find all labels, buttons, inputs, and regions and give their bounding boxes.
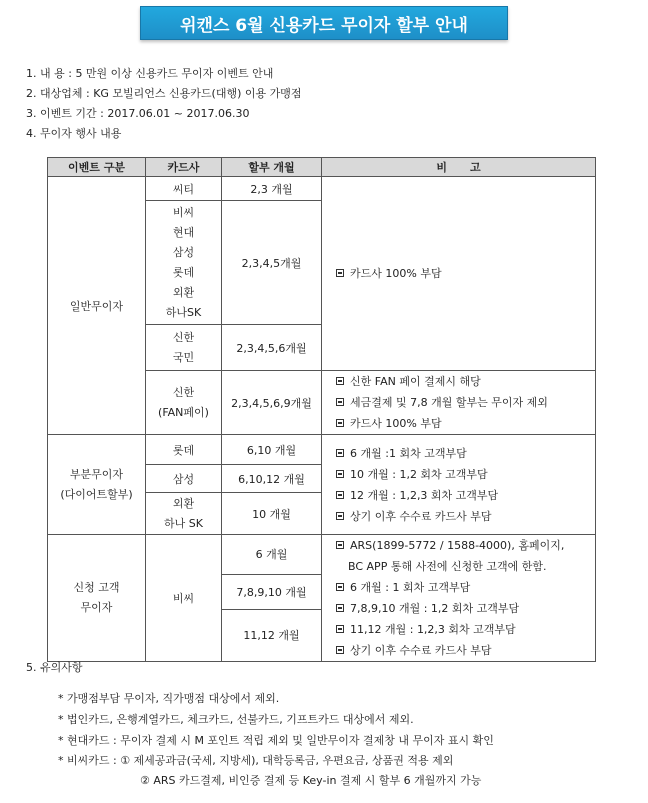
- promo-table: [47, 157, 596, 662]
- card-cell: 외환 하나 SK: [146, 493, 222, 535]
- card-cell: 삼성: [146, 465, 222, 493]
- remark-fanpay: 신한 FAN 페이 결제시 해당 세금결제 및 7,8 개월 할부는 무이자 제외 카드사 100% 부담: [322, 371, 596, 435]
- bullet-icon: [336, 377, 344, 385]
- category-partial: 부분무이자 (다이어트할부): [48, 435, 146, 535]
- card-cell: 씨티: [146, 177, 222, 201]
- table-row: [48, 535, 596, 575]
- bullet-icon: [336, 583, 344, 591]
- months-cell: 6,10,12 개월: [222, 465, 322, 493]
- card-cell: 비씨: [146, 535, 222, 662]
- caution-item: * 비씨카드 : ① 제세공과금(국세, 지방세), 대학등록금, 우편요금, 상품권 적용 제외: [58, 754, 454, 767]
- bullet-icon: [336, 419, 344, 427]
- caution-item: * 현대카드 : 무이자 결제 시 M 포인트 적립 제외 및 일반무이자 결제창 내 무이자 표시 확인: [58, 734, 494, 747]
- card-cell: 롯데: [146, 435, 222, 465]
- category-general: 일반무이자: [48, 177, 146, 435]
- caution-item: ② ARS 카드결제, 비인증 결제 등 Key-in 결제 시 할부 6 개월까지 가능: [140, 774, 482, 787]
- bullet-icon: [336, 470, 344, 478]
- bullet-icon: [336, 269, 344, 277]
- info-line-section: 4. 무이자 행사 내용: [26, 127, 122, 140]
- table-row: [48, 177, 596, 201]
- remark-partial: 6 개월 :1 회차 고객부담 10 개월 : 1,2 회차 고객부담 12 개월 : 1,2,3 회차 고객부담 상기 이후 수수료 카드사 부담: [322, 435, 596, 535]
- months-cell: 2,3,4,5,6개월: [222, 325, 322, 371]
- months-cell: 6,10 개월: [222, 435, 322, 465]
- months-cell: 2,3 개월: [222, 177, 322, 201]
- info-line-content: 1. 내 용 : 5 만원 이상 신용카드 무이자 이벤트 안내: [26, 67, 274, 80]
- table-header-row: [48, 158, 596, 177]
- remark-apply: ARS(1899-5772 / 1588-4000), 홈페이지, BC APP 통해 사전에 신청한 고객에 한함. 6 개월 : 1 회차 고객부담 7,8,9,10 개월 : 1,2 회차 고객부담 11,12 개월 : 1,2,3 회차 고객부담 상기 이후 수수료 카드사 부담: [322, 535, 596, 662]
- months-cell: 6 개월: [222, 535, 322, 575]
- table-row: [48, 435, 596, 465]
- months-cell: 11,12 개월: [222, 609, 322, 661]
- bullet-icon: [336, 398, 344, 406]
- caution-item: * 법인카드, 은행계열카드, 체크카드, 선불카드, 기프트카드 대상에서 제외.: [58, 713, 414, 726]
- months-cell: 2,3,4,5개월: [222, 201, 322, 325]
- category-apply: 신청 고객 무이자: [48, 535, 146, 662]
- bullet-icon: [336, 512, 344, 520]
- card-cell: 신한 국민: [146, 325, 222, 371]
- months-cell: 2,3,4,5,6,9개월: [222, 371, 322, 435]
- header-card-company: 카드사: [146, 158, 222, 177]
- bullet-icon: [336, 449, 344, 457]
- bullet-icon: [336, 646, 344, 654]
- months-cell: 7,8,9,10 개월: [222, 574, 322, 609]
- caution-item: * 가맹점부담 무이자, 직가맹점 대상에서 제외.: [58, 692, 280, 705]
- caution-heading: 5. 유의사항: [26, 661, 83, 674]
- bullet-icon: [336, 541, 344, 549]
- bullet-icon: [336, 604, 344, 612]
- remark-general: 카드사 100% 부담: [322, 177, 596, 371]
- card-cell: 신한 (FAN페이): [146, 371, 222, 435]
- card-cell: 비씨 현대 삼성 롯데 외환 하나SK: [146, 201, 222, 325]
- header-installment: 할부 개월: [222, 158, 322, 177]
- info-line-merchant: 2. 대상업체 : KG 모빌리언스 신용카드(대행) 이용 가맹점: [26, 87, 302, 100]
- header-event-type: 이벤트 구분: [48, 158, 146, 177]
- header-remarks: 비 고: [322, 158, 596, 177]
- page-title: 위캔스 6월 신용카드 무이자 할부 안내: [140, 6, 508, 40]
- bullet-icon: [336, 491, 344, 499]
- info-line-period: 3. 이벤트 기간 : 2017.06.01 ~ 2017.06.30: [26, 107, 250, 120]
- months-cell: 10 개월: [222, 493, 322, 535]
- bullet-icon: [336, 625, 344, 633]
